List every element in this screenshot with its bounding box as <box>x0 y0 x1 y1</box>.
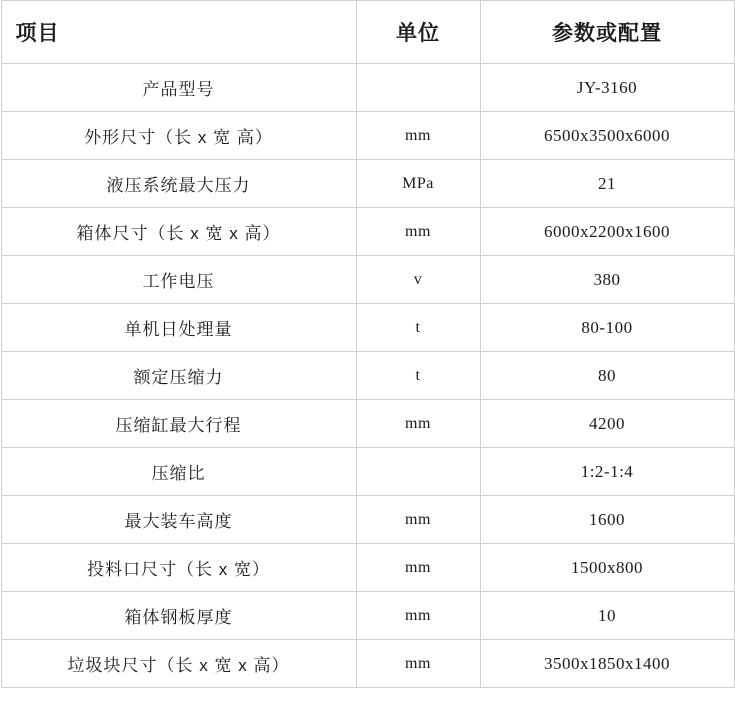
cell-value: 80 <box>480 352 734 400</box>
cell-value: 1:2-1:4 <box>480 448 734 496</box>
table-row <box>1 304 734 352</box>
cell-unit: mm <box>356 592 480 640</box>
cell-item: 单机日处理量 <box>1 304 356 352</box>
cell-item: 压缩缸最大行程 <box>1 400 356 448</box>
cell-item: 工作电压 <box>1 256 356 304</box>
cell-unit: mm <box>356 400 480 448</box>
cell-unit: mm <box>356 208 480 256</box>
cell-unit: v <box>356 256 480 304</box>
cell-item: 压缩比 <box>1 448 356 496</box>
cell-item: 最大装车高度 <box>1 496 356 544</box>
cell-value: 21 <box>480 160 734 208</box>
cell-value: 6500x3500x6000 <box>480 112 734 160</box>
cell-unit: MPa <box>356 160 480 208</box>
cell-value: 4200 <box>480 400 734 448</box>
cell-value: 380 <box>480 256 734 304</box>
cell-item: 箱体钢板厚度 <box>1 592 356 640</box>
cell-item: 箱体尺寸（长 x 宽 x 高） <box>1 208 356 256</box>
cell-unit <box>356 448 480 496</box>
cell-item: 外形尺寸（长 x 宽 高） <box>1 112 356 160</box>
column-header-item: 项目 <box>1 1 356 64</box>
cell-value: 3500x1850x1400 <box>480 640 734 688</box>
cell-item: 垃圾块尺寸（长 x 宽 x 高） <box>1 640 356 688</box>
cell-value: 10 <box>480 592 734 640</box>
table-row <box>1 400 734 448</box>
cell-item: 投料口尺寸（长 x 宽） <box>1 544 356 592</box>
table-row <box>1 160 734 208</box>
table-row <box>1 256 734 304</box>
specification-table <box>1 0 735 688</box>
table-row <box>1 496 734 544</box>
table-header-row <box>1 1 734 64</box>
table-row <box>1 64 734 112</box>
column-header-unit: 单位 <box>356 1 480 64</box>
table-row <box>1 592 734 640</box>
table-body <box>1 64 734 688</box>
cell-item: 额定压缩力 <box>1 352 356 400</box>
cell-unit: mm <box>356 544 480 592</box>
cell-unit: mm <box>356 112 480 160</box>
table-row <box>1 448 734 496</box>
table-row <box>1 112 734 160</box>
column-header-value: 参数或配置 <box>480 1 734 64</box>
table-row <box>1 352 734 400</box>
cell-value: JY-3160 <box>480 64 734 112</box>
cell-value: 1600 <box>480 496 734 544</box>
cell-value: 80-100 <box>480 304 734 352</box>
table-header <box>1 1 734 64</box>
cell-item: 产品型号 <box>1 64 356 112</box>
cell-unit: mm <box>356 640 480 688</box>
cell-item: 液压系统最大压力 <box>1 160 356 208</box>
table-row <box>1 640 734 688</box>
table-row <box>1 544 734 592</box>
cell-unit: mm <box>356 496 480 544</box>
table-row <box>1 208 734 256</box>
cell-unit: t <box>356 352 480 400</box>
cell-value: 1500x800 <box>480 544 734 592</box>
cell-unit: t <box>356 304 480 352</box>
cell-unit <box>356 64 480 112</box>
cell-value: 6000x2200x1600 <box>480 208 734 256</box>
